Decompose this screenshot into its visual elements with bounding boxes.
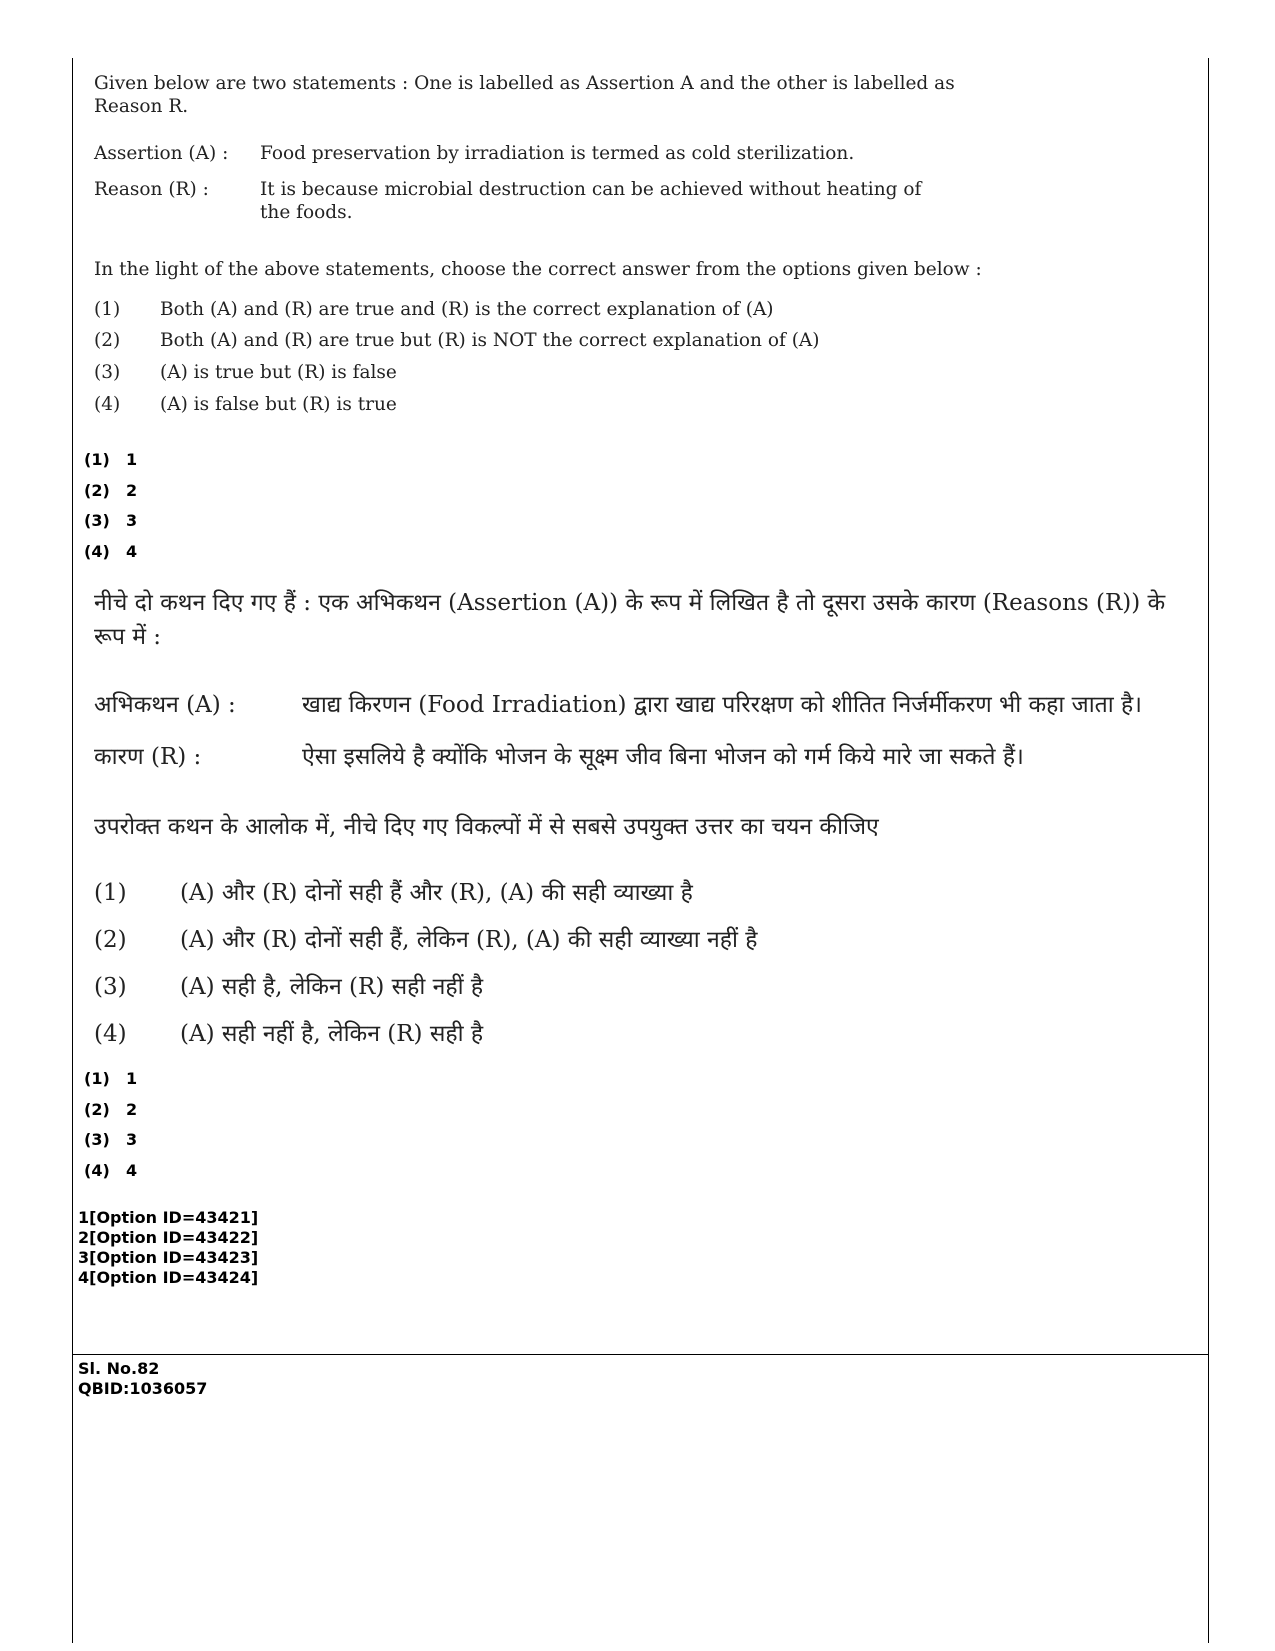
option-id: 2[Option ID=43422] bbox=[78, 1228, 259, 1247]
answer-number: (4) bbox=[84, 1161, 110, 1180]
option-text: (A) और (R) दोनों सही हैं, लेकिन (R), (A) की सही व्याख्या नहीं है bbox=[180, 927, 758, 953]
reason-label: Reason (R) : bbox=[94, 179, 209, 200]
left-border bbox=[72, 58, 73, 1643]
question-divider bbox=[72, 1354, 1209, 1355]
answer-number: (3) bbox=[84, 1130, 110, 1149]
answer-choice[interactable] bbox=[84, 1069, 137, 1089]
option-id-list bbox=[78, 1208, 258, 1288]
option-id: 1[Option ID=43421] bbox=[78, 1208, 259, 1227]
answer-choice[interactable] bbox=[84, 511, 137, 531]
option-text: (A) और (R) दोनों सही हैं और (R), (A) की सही व्याख्या है bbox=[180, 880, 693, 906]
option-number: (4) bbox=[94, 394, 121, 415]
option-text: (A) सही नहीं है, लेकिन (R) सही है bbox=[180, 1021, 484, 1047]
answer-choice[interactable] bbox=[84, 450, 137, 470]
hindi-intro: नीचे दो कथन दिए गए हैं : एक अभिकथन (Assertion (A)) के रूप में लिखित है तो दूसरा उसके कारण (Reasons (R)) के रूप में : bbox=[94, 590, 1166, 650]
next-question-meta bbox=[78, 1359, 207, 1399]
reason-text: It is because microbial destruction can be achieved without heating of the foods. bbox=[260, 179, 922, 223]
option-text: Both (A) and (R) are true and (R) is the correct explanation of (A) bbox=[160, 299, 774, 320]
answer-value: 1 bbox=[126, 1069, 138, 1088]
option-id: 4[Option ID=43424] bbox=[78, 1268, 259, 1287]
answer-value: 3 bbox=[126, 511, 138, 530]
option-text: (A) is true but (R) is false bbox=[160, 362, 397, 383]
answer-number: (2) bbox=[84, 1100, 110, 1119]
answer-value: 3 bbox=[126, 1130, 138, 1149]
answer-choice[interactable] bbox=[84, 1130, 137, 1150]
reason-label: कारण (R) : bbox=[94, 744, 202, 770]
option-number: (2) bbox=[94, 330, 121, 351]
answer-value: 4 bbox=[126, 542, 138, 561]
assertion-text: खाद्य किरणन (Food Irradiation) द्वारा खाद्य परिरक्षण को शीतित निर्जर्मीकरण भी कहा जाता है। bbox=[302, 692, 1142, 718]
answer-choice[interactable] bbox=[84, 542, 137, 562]
answer-choice[interactable] bbox=[84, 481, 137, 501]
right-border bbox=[1208, 58, 1209, 1643]
serial-number: Sl. No.82 bbox=[78, 1359, 160, 1378]
answer-number: (1) bbox=[84, 1069, 110, 1088]
answer-value: 2 bbox=[126, 481, 138, 500]
option-text: (A) is false but (R) is true bbox=[160, 394, 397, 415]
option-id: 3[Option ID=43423] bbox=[78, 1248, 259, 1267]
qbid: QBID:1036057 bbox=[78, 1379, 208, 1398]
answer-choice[interactable] bbox=[84, 1100, 137, 1120]
option-number: (3) bbox=[94, 362, 121, 383]
option-text: (A) सही है, लेकिन (R) सही नहीं है bbox=[180, 974, 484, 1000]
option-text: Both (A) and (R) are true but (R) is NOT the correct explanation of (A) bbox=[160, 330, 820, 351]
answer-value: 2 bbox=[126, 1100, 138, 1119]
answer-choice[interactable] bbox=[84, 1161, 137, 1181]
answer-number: (4) bbox=[84, 542, 110, 561]
english-question: In the light of the above statements, choose the correct answer from the options given below : bbox=[94, 259, 982, 280]
answer-number: (3) bbox=[84, 511, 110, 530]
option-number: (1) bbox=[94, 299, 121, 320]
answer-number: (1) bbox=[84, 450, 110, 469]
option-number: (4) bbox=[94, 1021, 127, 1047]
option-number: (3) bbox=[94, 974, 127, 1000]
assertion-label: Assertion (A) : bbox=[94, 143, 229, 164]
reason-text: ऐसा इसलिये है क्योंकि भोजन के सूक्ष्म जीव बिना भोजन को गर्म किये मारे जा सकते हैं। bbox=[302, 744, 1024, 770]
english-intro: Given below are two statements : One is labelled as Assertion A and the other is labelled as Reason R. bbox=[94, 73, 955, 117]
assertion-text: Food preservation by irradiation is termed as cold sterilization. bbox=[260, 143, 855, 164]
option-number: (1) bbox=[94, 880, 127, 906]
hindi-question: उपरोक्त कथन के आलोक में, नीचे दिए गए विकल्पों में से सबसे उपयुक्त उत्तर का चयन कीजिए bbox=[94, 814, 879, 840]
answer-value: 4 bbox=[126, 1161, 138, 1180]
assertion-label: अभिकथन (A) : bbox=[94, 692, 236, 718]
answer-number: (2) bbox=[84, 481, 110, 500]
option-number: (2) bbox=[94, 927, 127, 953]
answer-value: 1 bbox=[126, 450, 138, 469]
